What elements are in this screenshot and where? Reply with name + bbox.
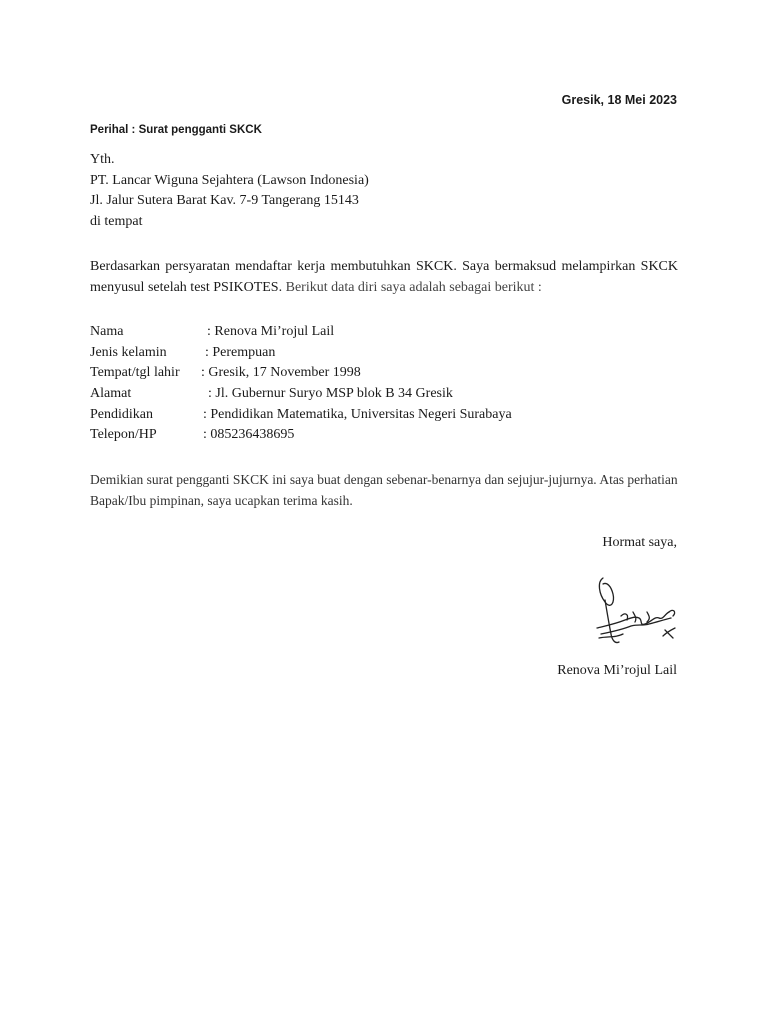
detail-value: : Renova Mi’rojul Lail xyxy=(207,324,335,339)
detail-label: Jenis kelamin xyxy=(90,344,167,360)
opening-paragraph xyxy=(90,257,678,298)
recipient-place: di tempat xyxy=(90,214,143,230)
signer-name: Renova Mi’rojul Lail xyxy=(557,663,677,678)
opening-paragraph-lead-in: Berikut data diri saya adalah sebagai berikut : xyxy=(285,279,542,295)
recipient-company: PT. Lancar Wiguna Sejahtera (Lawson Indonesia) xyxy=(90,172,369,188)
detail-value: : Jl. Gubernur Suryo MSP blok B 34 Gresik xyxy=(208,386,453,402)
detail-label: Tempat/tgl lahir xyxy=(90,365,180,381)
detail-label: Alamat xyxy=(90,386,132,402)
handwritten-signature xyxy=(585,572,680,652)
opening-paragraph-main: Berdasarkan persyaratan mendaftar kerja membutuhkan SKCK. Saya bermaksud melampirkan SKCK menyusul setelah test PSIKOTES. xyxy=(90,259,678,295)
letter-subject: Perihal : Surat pengganti SKCK xyxy=(90,124,262,136)
detail-value: : Gresik, 17 November 1998 xyxy=(201,365,361,381)
detail-value: : Perempuan xyxy=(205,344,276,360)
closing-paragraph: Demikian surat pengganti SKCK ini saya buat dengan sebenar-benarnya dan sejujur-jujurnya. Atas perhatian Bapak/Ibu pimpinan, saya ucapkan terima kasih. xyxy=(90,472,678,508)
detail-value: : 085236438695 xyxy=(203,427,295,443)
detail-label: Pendidikan xyxy=(90,406,153,422)
recipient-greeting: Yth. xyxy=(90,152,115,167)
detail-label: Nama xyxy=(90,324,124,339)
letter-date: Gresik, 18 Mei 2023 xyxy=(561,93,677,107)
detail-label: Telepon/HP xyxy=(90,427,157,443)
recipient-block xyxy=(90,150,369,233)
recipient-address: Jl. Jalur Sutera Barat Kav. 7-9 Tangerang 15143 xyxy=(90,193,359,209)
detail-value: : Pendidikan Matematika, Universitas Negeri Surabaya xyxy=(203,406,512,422)
closing-salutation: Hormat saya, xyxy=(602,535,677,550)
